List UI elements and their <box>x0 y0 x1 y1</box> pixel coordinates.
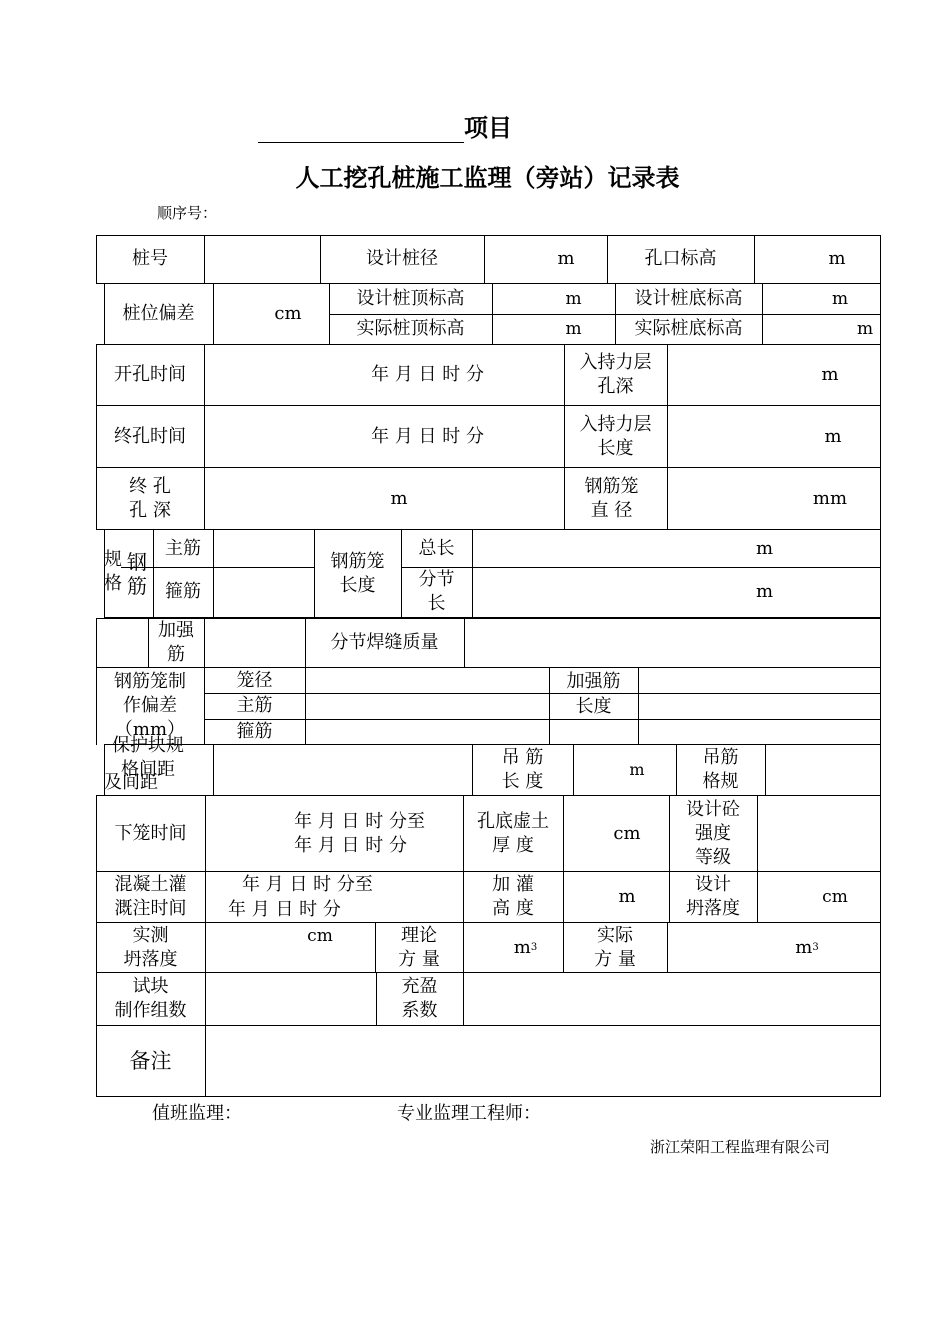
label-design-strength: 设计砼 强度 等级 <box>686 798 740 868</box>
label-main-bar-dev: 主筋 <box>236 695 273 716</box>
unit-actual-top-elev[interactable]: m <box>565 319 582 339</box>
company-name: 浙江荣阳工程监理有限公司 <box>650 1138 831 1156</box>
label-remarks: 备注 <box>129 1049 172 1073</box>
field-start-time[interactable]: 年 月 日 时 分 <box>371 364 484 385</box>
unit-sediment[interactable]: cm <box>613 822 641 844</box>
unit-actual-bottom-elev[interactable]: m <box>856 319 874 339</box>
label-layer-depth: 入持力层 孔深 <box>579 352 652 397</box>
label-pour-time: 混凝土灌 溉注时间 <box>114 874 187 919</box>
unit-layer-depth[interactable]: m <box>821 364 839 385</box>
label-cage-deviation: 钢筋笼制 作偏差 （mm） <box>114 671 186 740</box>
label-design-bottom-elev: 设计桩底标高 <box>634 288 743 309</box>
label-hang-spec: 吊筋 格规 <box>702 747 739 792</box>
label-stirrup-dev: 箍筋 <box>236 720 273 742</box>
label-sediment: 孔底虚土 厚 度 <box>477 810 549 856</box>
label-protect-block: 保护块规 格间距 <box>112 734 184 780</box>
unit-measured-slump[interactable]: cm <box>307 925 333 946</box>
field-pour-time-from[interactable]: 年 月 日 时 分至 <box>242 873 373 895</box>
field-cage-time[interactable]: 年 月 日 时 分至 年 月 日 时 分 <box>294 810 425 856</box>
form-title: 人工挖孔桩施工监理（旁站）记录表 <box>295 164 680 192</box>
project-title <box>258 108 558 143</box>
label-design-diameter: 设计桩径 <box>366 248 438 269</box>
label-cage-diameter: 钢筋笼 直 径 <box>584 475 639 521</box>
unit-final-depth[interactable]: m <box>390 487 408 509</box>
field-pile-no[interactable] <box>204 235 320 283</box>
label-hole-elevation: 孔口标高 <box>644 248 717 269</box>
unit-design-diameter[interactable]: m <box>557 248 575 269</box>
label-final-depth: 终 孔 孔 深 <box>129 475 171 521</box>
unit-design-top-elev[interactable]: m <box>565 289 582 309</box>
label-actual-bottom-elev: 实际桩底标高 <box>634 318 743 339</box>
field-remarks[interactable] <box>205 1026 880 1096</box>
label-weld-quality: 分节焊缝质量 <box>330 631 439 653</box>
label-actual-volume: 实际 方 量 <box>594 924 636 970</box>
label-fill-coefficient: 充盈 系数 <box>401 976 438 1021</box>
unit-theory-volume[interactable]: m 3 <box>513 936 538 958</box>
unit-hang-length[interactable]: m <box>629 760 645 779</box>
unit-design-slump[interactable]: cm <box>822 887 848 907</box>
label-pour-height: 加 灌 高 度 <box>492 874 534 919</box>
label-reinforce-bar: 加强 筋 <box>158 619 194 665</box>
label-total-length: 总长 <box>418 537 455 559</box>
unit-position-deviation[interactable]: cm <box>274 303 302 324</box>
label-design-top-elev: 设计桩顶标高 <box>356 288 465 309</box>
project-suffix: 项目 <box>464 114 512 142</box>
label-main-bar: 主筋 <box>165 537 201 559</box>
label-reinforce-length: 加强筋 长度 <box>566 670 621 717</box>
label-rebar-side: 钢 筋 <box>127 549 147 598</box>
label-protect-spacing: 及间距 <box>104 771 158 793</box>
label-end-time: 终孔时间 <box>114 425 186 447</box>
field-pour-time-to[interactable]: 年 月 日 时 分 <box>228 898 341 920</box>
label-theory-volume: 理论 方 量 <box>398 924 440 970</box>
unit-hole-elevation[interactable]: m <box>828 248 846 269</box>
label-actual-top-elev: 实际桩顶标高 <box>356 318 465 339</box>
label-section-length: 分节 长 <box>418 569 455 614</box>
unit-pour-height[interactable]: m <box>618 886 636 907</box>
label-cage-dia: 笼径 <box>236 669 273 691</box>
label-cage-length: 钢筋笼 长度 <box>330 550 385 596</box>
unit-section-length[interactable]: m <box>755 581 774 602</box>
label-stirrup: 箍筋 <box>165 581 201 602</box>
label-hang-length: 吊 筋 长 度 <box>501 747 544 792</box>
label-pile-no: 桩号 <box>132 248 168 269</box>
unit-layer-length[interactable]: m <box>824 425 842 447</box>
label-measured-slump: 实测 坍落度 <box>123 924 178 970</box>
unit-total-length[interactable]: m <box>755 537 774 559</box>
unit-design-bottom-elev[interactable]: m <box>831 289 849 309</box>
label-position-deviation: 桩位偏差 <box>122 303 195 324</box>
field-end-time[interactable]: 年 月 日 时 分 <box>371 425 484 447</box>
engineer-label: 专业监理工程师： <box>397 1103 541 1124</box>
duty-supervisor-label: 值班监理： <box>152 1103 242 1124</box>
unit-actual-volume[interactable]: m 3 <box>795 936 819 958</box>
label-cage-time: 下笼时间 <box>114 822 187 844</box>
project-name-blank[interactable] <box>258 116 464 143</box>
label-test-groups: 试块 制作组数 <box>114 976 187 1021</box>
unit-cage-diameter[interactable]: mm <box>812 487 848 509</box>
label-spec-side: 规 格 <box>104 549 122 594</box>
label-layer-length: 入持力层 长度 <box>579 413 652 459</box>
label-start-time: 开孔时间 <box>114 364 186 385</box>
sequence-label: 顺序号： <box>157 204 218 222</box>
label-design-slump: 设计 坍落度 <box>686 874 740 919</box>
